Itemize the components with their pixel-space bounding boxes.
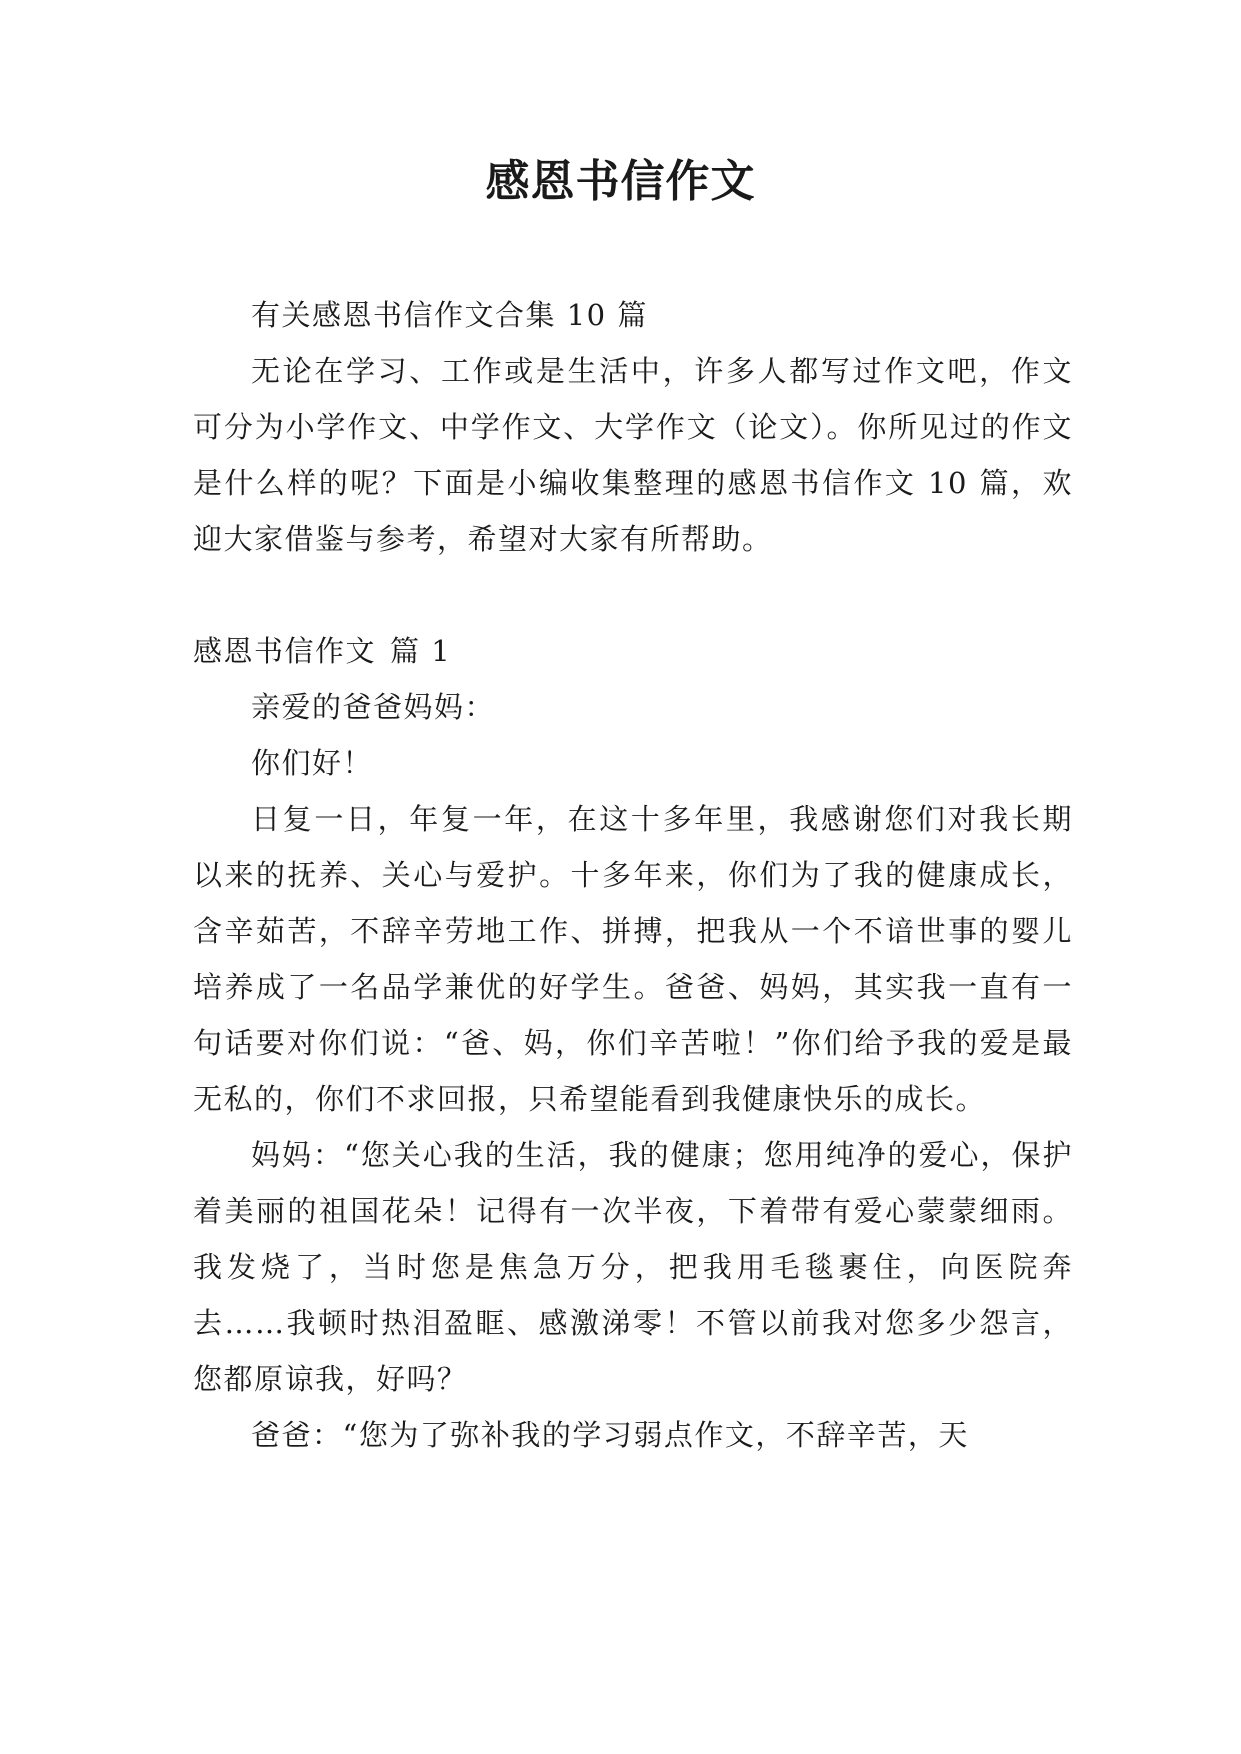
- letter-salutation: 亲爱的爸爸妈妈：: [251, 690, 496, 724]
- document-title: 感恩书信作文: [485, 156, 756, 207]
- letter-paragraph-2: 妈妈：“您关心我的生活，我的健康；您用纯净的爱心，保护着美丽的祖国花朵！记得有一次半夜，下着带有爱心蒙蒙细雨。我发烧了，当时您是焦急万分，把我用毛毯裹住，向医院奔去……我顿时热泪盈眶、感激涕零！不管以前我对您多少怨言，您都原谅我，好吗？: [193, 1138, 1073, 1396]
- document-body: [193, 287, 1073, 1463]
- subtitle: 有关感恩书信作文合集 10 篇: [251, 298, 648, 332]
- section-heading: [193, 623, 1073, 679]
- letter-paragraph-1: 日复一日，年复一年，在这十多年里，我感谢您们对我长期以来的抚养、关心与爱护。十多年来，你们为了我的健康成长，含辛茹苦，不辞辛劳地工作、拼搏，把我从一个不谙世事的婴儿培养成了一名品学兼优的好学生。爸爸、妈妈，其实我一直有一句话要对你们说：“爸、妈，你们辛苦啦！”你们给予我的爱是最无私的，你们不求回报，只希望能看到我健康快乐的成长。: [193, 802, 1073, 1116]
- letter-paragraph-3: 爸爸：“您为了弥补我的学习弱点作文，不辞辛苦，天: [251, 1418, 969, 1452]
- intro-paragraph: 无论在学习、工作或是生活中，许多人都写过作文吧，作文可分为小学作文、中学作文、大学作文（论文）。你所见过的作文是什么样的呢？下面是小编收集整理的感恩书信作文 10 篇，欢迎大家借鉴与参考，希望对大家有所帮助。: [193, 354, 1073, 556]
- letter-greeting: 你们好！: [251, 746, 374, 780]
- section-heading-text: 感恩书信作文: [193, 634, 377, 668]
- section-number: 篇 1: [390, 634, 452, 668]
